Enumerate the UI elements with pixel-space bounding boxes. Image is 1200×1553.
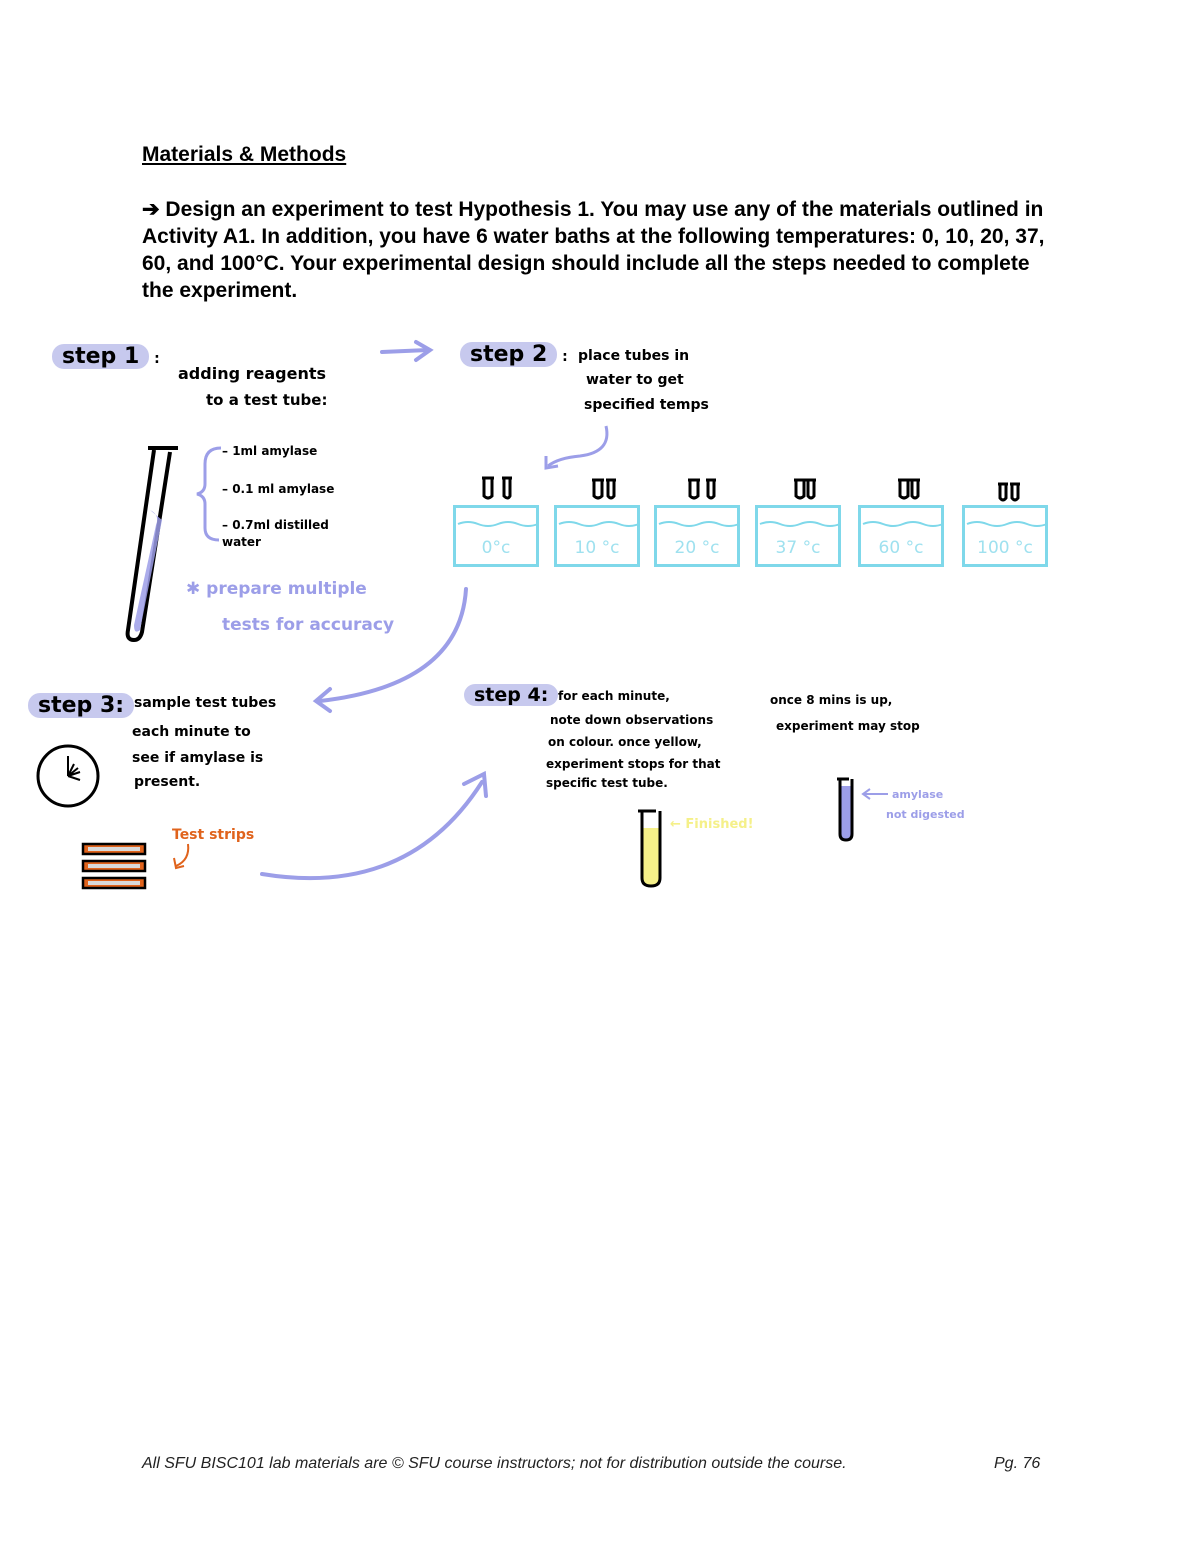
page-number: Pg. 76 xyxy=(994,1455,1041,1472)
step4-desc-line2: note down observations xyxy=(550,713,714,727)
water-bath-37: 37 °c xyxy=(755,505,841,567)
water-bath-0: 0°c xyxy=(453,505,539,567)
step1-desc-line1: adding reagents xyxy=(178,364,327,383)
step2-desc-line3: specified temps xyxy=(584,397,709,413)
step3-desc-line2: each minute to xyxy=(132,724,251,740)
step4-desc2-line1: once 8 mins is up, xyxy=(770,693,893,707)
step1-note-line2: tests for accuracy xyxy=(222,615,395,635)
step4-label: step 4: xyxy=(464,684,558,706)
step3-desc-line4: present. xyxy=(134,774,201,790)
reagent-1: – 1ml amylase xyxy=(222,444,318,458)
step3-desc-line3: see if amylase is xyxy=(132,750,264,766)
reagent-brace xyxy=(195,444,225,544)
step3-desc-line1: sample test tubes xyxy=(134,695,277,711)
step1-label: step 1 : xyxy=(52,344,160,369)
undigested-arrow xyxy=(860,788,890,800)
step4-desc-line1: for each minute, xyxy=(558,689,670,703)
water-bath-100: 100 °c xyxy=(962,505,1048,567)
test-tube-step1 xyxy=(120,440,200,650)
arrow-step2-to-step3 xyxy=(300,585,480,715)
step4-desc-line4: experiment stops for that xyxy=(546,757,721,771)
clock-icon xyxy=(34,742,102,810)
arrow-to-baths xyxy=(540,422,620,472)
step1-desc-line2: to a test tube: xyxy=(206,391,328,409)
task-instructions: ➔ Design an experiment to test Hypothesis 1. You may use any of the materials outlined in Activity A1. In addition, you have 6 water baths at the following temperatures: 0, 10, 20, 37, 60, and 100°C. Your experimental design should include all the steps needed to complete the experiment. xyxy=(142,198,1045,302)
test-strips-label: Test strips xyxy=(172,827,255,843)
step1-note-line1: ✱ prepare multiple xyxy=(186,579,367,599)
step4-desc-line5: specific test tube. xyxy=(546,776,668,790)
arrow-step1-to-step2 xyxy=(380,340,440,364)
bath-tubes xyxy=(470,474,1030,504)
finished-label: ← Finished! xyxy=(670,817,754,832)
step2-desc-line2: water to get xyxy=(586,372,684,388)
reagent-3: – 0.7ml distilled water xyxy=(222,518,329,549)
amylase-label-line2: not digested xyxy=(886,808,965,821)
water-bath-20: 20 °c xyxy=(654,505,740,567)
step3-label: step 3: xyxy=(28,693,134,718)
step4-desc2-line2: experiment may stop xyxy=(776,719,920,733)
finished-test-tube xyxy=(636,808,666,890)
amylase-label-line1: amylase xyxy=(892,788,944,801)
step2-label: step 2 : xyxy=(460,342,568,367)
step4-desc-line3: on colour. once yellow, xyxy=(548,735,702,749)
arrow-step3-to-step4 xyxy=(258,768,498,888)
step2-desc-line1: place tubes in xyxy=(578,348,690,364)
section-heading: Materials & Methods xyxy=(142,143,347,166)
footer-copyright: All SFU BISC101 lab materials are © SFU course instructors; not for distribution outside the course. xyxy=(142,1455,847,1472)
undigested-test-tube xyxy=(834,776,858,844)
water-bath-60: 60 °c xyxy=(858,505,944,567)
water-bath-10: 10 °c xyxy=(554,505,640,567)
test-strips xyxy=(80,842,148,892)
reagent-2: – 0.1 ml amylase xyxy=(222,482,335,496)
test-strips-arrow xyxy=(170,842,194,872)
